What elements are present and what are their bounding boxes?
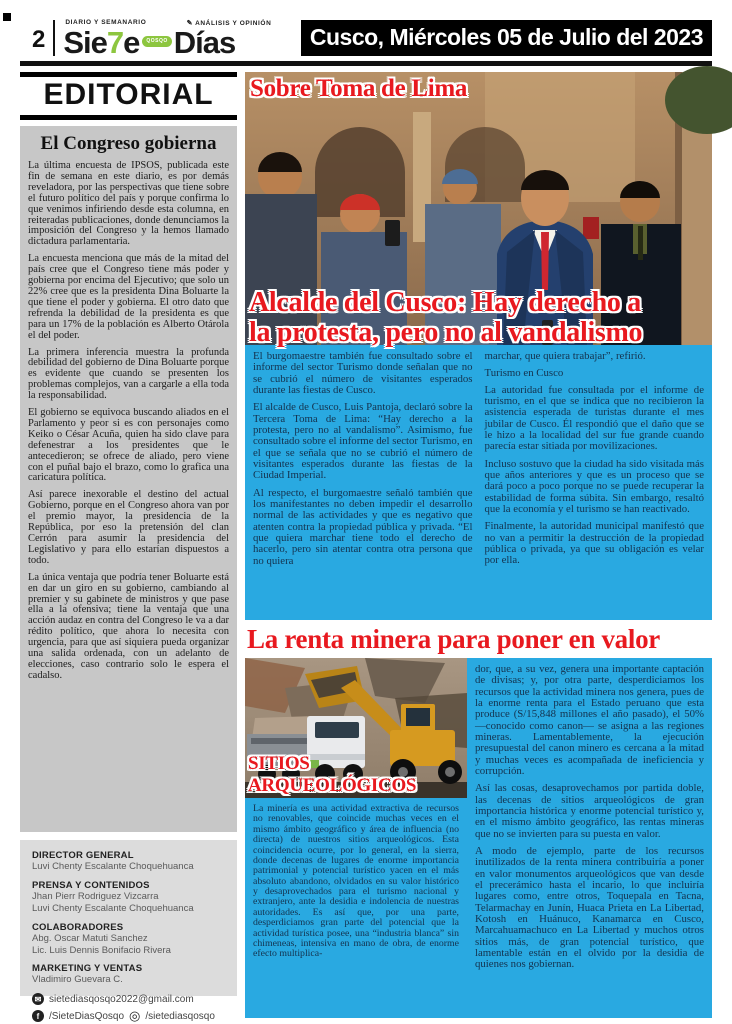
article2-photo-caption: SITIOS ARQUEOLÓGICOS [248, 753, 417, 796]
staff-name: Luvi Chenty Escalante Choquehuanca [32, 861, 194, 872]
corner-mark [3, 13, 11, 21]
editorial-paragraph: El gobierno se equivoca buscando aliados en el Parlamento y peor si es con personajes como Keiko o César Acuña, quien ha sido clave para defenestrar a los presidentes que le antecedieron; se ofrece de aliado, pero viene con el puñal bajo el brazo, como lo grafica una caricatura política. [28, 407, 229, 484]
article1-headline [249, 288, 642, 347]
instagram-handle: /sietediasqosqo [145, 1010, 215, 1022]
article1-body [245, 345, 712, 620]
staff-role: MARKETING Y VENTAS [32, 963, 143, 975]
staff-role: PRENSA Y CONTENIDOS [32, 879, 150, 891]
logo-qosqo-badge: QOSQO [142, 36, 171, 47]
kicker-analisis-y-opinion: ANÁLISIS Y OPINIÓN [195, 20, 272, 27]
editorial-paragraph: Así parece inexorable el destino del actual Gobierno, porque en el Congreso ahora van por el premio mayor, la presidencia de la República, por eso la pretensión del clan Cerrón para asumir la presidencia del Legislativo y para ello estarían dispuestos a todo. [28, 489, 229, 566]
kicker-diario-y-semanario: DIARIO Y SEMANARIO [65, 19, 147, 26]
editorial-paragraph: La primera inferencia muestra la profunda debilidad del gobierno de Dina Boluarte porque es evidente que cuando se presenten los problemas complejos, van a cargarle a ella toda la responsabilidad. [28, 346, 229, 402]
articles-column [245, 72, 712, 1018]
logo-sie7e: Sie7e [63, 25, 140, 60]
article2-headline: La renta minera para poner en valor [245, 621, 712, 657]
article-paragraph: Así las cosas, desaprovechamos por partida doble, las decenas de sitios arqueológicos de gran importancia histórica y enorme potencial turístico y, en el mismo ámbito geográfico, las rentas mineras que no se invierten para su puesta en valor. [475, 782, 704, 840]
pen-icon: ✎ [186, 20, 194, 27]
staff-name: Vladimiro Guevara C. [32, 974, 123, 986]
email-icon: ✉ [32, 993, 44, 1005]
article2-column-2 [467, 658, 712, 1018]
page-number: 2 [32, 26, 46, 53]
article-paragraph: El alcalde de Cusco, Luis Pantoja, declaró sobre la Tercera Toma de Lima: “Hay derecho a la protesta, pero no al vandalismo”. Asimismo, fue consultado sobre el informe del sector Turismo, en el que se señala que no se cubrió el número de visitantes esperados durante las fiestas de la Ciudad Imperial. [253, 401, 473, 482]
article-paragraph: A modo de ejemplo, parte de los recursos inutilizados de la renta minera contribuiría a poner en valor monumentos arqueológicos que van desde el precerámico hasta el incario, lo que incluiría lugares como, entre otros, Toquepala en Tacna, Telarmachay en Junín, Huaca Prieta en La Libertad, Kotosh en Huánuco, Kanamarca en Cusco, Marcahuamachuco en La Libertad y muchos otros sitios más, de gran potencial turístico, que lamentable están en el olvido por la desidia de quienes nos gobiernan. [475, 844, 704, 971]
newspaper-logo [63, 19, 273, 58]
staff-group [32, 880, 227, 915]
article-paragraph: La minería es una actividad extractiva de recursos no renovables, que coincide muchas veces en el mismo ámbito geográfico y área de influencia (no directa) de nuestros sitios arqueológicos. Esta coincidencia ocurre, por lo general, en la sierra, donde decenas de lugares de enorme importancia patrimonial y potencial turístico yacen en el más absoluto abandono, olvidados en su valor histórico y desaprovechados para el turismo nacional y extranjero, ante la desidia e indolencia de nuestras autoridades. Es así que, por una parte, desperdiciamos gran parte del potencial que la actividad turística posee, una “industria blanca” sin chimeneas, intensiva en mano de obra, de enorme efecto multiplica- [253, 803, 459, 960]
staff-name: Jhan Pierr Rodriguez Vizcarra [32, 890, 159, 902]
staff-name: Abg. Oscar Matuti Sanchez [32, 932, 148, 944]
article-paragraph: dor, que, a su vez, genera una importante captación de divisas; y, por otra parte, desperdiciamos los recursos que la actividad minera nos genera, pues de la enorme renta para el Estado peruano que esta produce (S/15,848 millones el año pasado), el 50% —conocido como canon— se asigna a las regiones mineras. Lamentablemente, la ejecución presupuestal del canon minero es cercana a la mitad y muchas veces es acompañada de ineficiencia y corrupción. [475, 663, 704, 777]
contact-social-row [32, 1010, 227, 1022]
staff-group [32, 922, 227, 957]
staff-group [32, 963, 227, 986]
mining-photo [245, 658, 467, 798]
email-address: sietediasqosqo2022@gmail.com [49, 993, 194, 1005]
masthead-rule [20, 61, 712, 66]
facebook-handle: /SieteDiasQosqo [49, 1010, 125, 1022]
masthead-divider [53, 20, 55, 56]
contact-email-row [32, 993, 227, 1005]
article1-column-1 [253, 351, 473, 614]
editorial-column [20, 72, 237, 1024]
article2-body [245, 658, 712, 1018]
article1-column-2 [485, 351, 705, 614]
facebook-icon: f [32, 1010, 44, 1022]
staff-box [20, 840, 237, 1024]
instagram-icon: ◎ [129, 1008, 141, 1024]
staff-name: Luvi Chenty Escalante Choquehuanca [32, 902, 194, 914]
masthead [20, 12, 712, 58]
article-paragraph: Finalmente, la autoridad municipal manifestó que no van a permitir la destrucción de la propiedad pública o privada, ya que su obligación es velar por ella. [484, 520, 704, 567]
editorial-title: El Congreso gobierna [40, 133, 217, 154]
editorial-section-label: EDITORIAL [20, 72, 237, 120]
staff-group [32, 850, 227, 873]
date-banner: Cusco, Miércoles 05 de Julio del 2023 [301, 20, 712, 56]
editorial-article [20, 126, 237, 832]
press-conference-photo [245, 72, 712, 348]
editorial-paragraph: La única ventaja que podría tener Boluarte está en dar un giro en su gobierno, cambiando al premier y su gabinete de ministros y que pase ella a la ofensiva; tiene la ventaja que una acción audaz en contra del Congreso le va a dar rédito político, que ahora lo necesita con urgencia, para que así siquiera pueda organizar una salida ordenada, con un adelanto de elecciones, caso contrario solo le espera el cadalso. [28, 571, 229, 681]
staff-role: DIRECTOR GENERAL [32, 850, 134, 861]
editorial-paragraph: La última encuesta de IPSOS, publicada este fin de semana en este diario, es por demás reveladora, por las perspectivas que tiene sobre el futuro político del país y porque confirma lo que venimos infiriendo desde esta columna, en reiteradas publicaciones, donde denunciamos la imposición del Congreso y la hemos llamado dictadura parlamentaria. [28, 160, 229, 248]
article2-left-column [245, 658, 467, 1018]
article1-headline-line1: Alcalde del Cusco: Hay derecho a [249, 287, 641, 319]
staff-name: Lic. Luis Dennis Bonifacio Rivera [32, 944, 171, 956]
editorial-paragraph: La encuesta menciona que más de la mitad del país cree que el Congreso tiene más poder y gobierna por encima del Ejecutivo; que solo un 22% cree que es la presidenta Dina Boluarte la que tiene el poder y gobierna. El otro dato que refrenda la debilidad de la presidenta es que para un 17% de la población es Alberto Otárola el del poder. [28, 253, 229, 341]
article-paragraph: Al respecto, el burgomaestre señaló también que los manifestantes no deben impedir el desarrollo normal de las actividades y que es negativo que atenten contra la propiedad pública y privada. “El que quiera marchar tiene todo el derecho de hacerlo, pero sin atentar contra otra persona que no quiera [253, 486, 473, 567]
article2-column-1 [245, 798, 467, 1018]
article1-kicker: Sobre Toma de Lima [250, 75, 468, 102]
article-paragraph: marchar, que quiera trabajar”, refirió. [484, 350, 646, 362]
logo-green-seven: 7 [106, 25, 124, 60]
article-paragraph: Incluso sostuvo que la ciudad ha sido visitada más que años anteriores y que es un proceso que se dará poco a poco porque no se puede recuperar la estabilidad de forma súbita. Sin embargo, resaltó que la economía y el turismo se han reactivado. [484, 457, 704, 515]
article-paragraph: El burgomaestre también fue consultado sobre el informe del sector Turismo donde señalan que no se cubrió el número de visitantes esperados durante las fiestas de Cusco. [253, 350, 473, 396]
article-paragraph: La autoridad fue consultada por el informe de turismo, en el que se indica que no recibieron la asistencia esperada de turistas durante el mes jubilar de Cusco. Él respondió que el daño que se le hizo a la localidad del sur fue grande cuando parecía estar sitiada por movilizaciones. [484, 383, 704, 453]
article1-headline-line2: la protesta, pero no al vandalismo [249, 316, 643, 348]
staff-role: COLABORADORES [32, 921, 124, 933]
article1-subhead: Turismo en Cusco [484, 367, 564, 380]
logo-dias: Días [173, 25, 236, 60]
